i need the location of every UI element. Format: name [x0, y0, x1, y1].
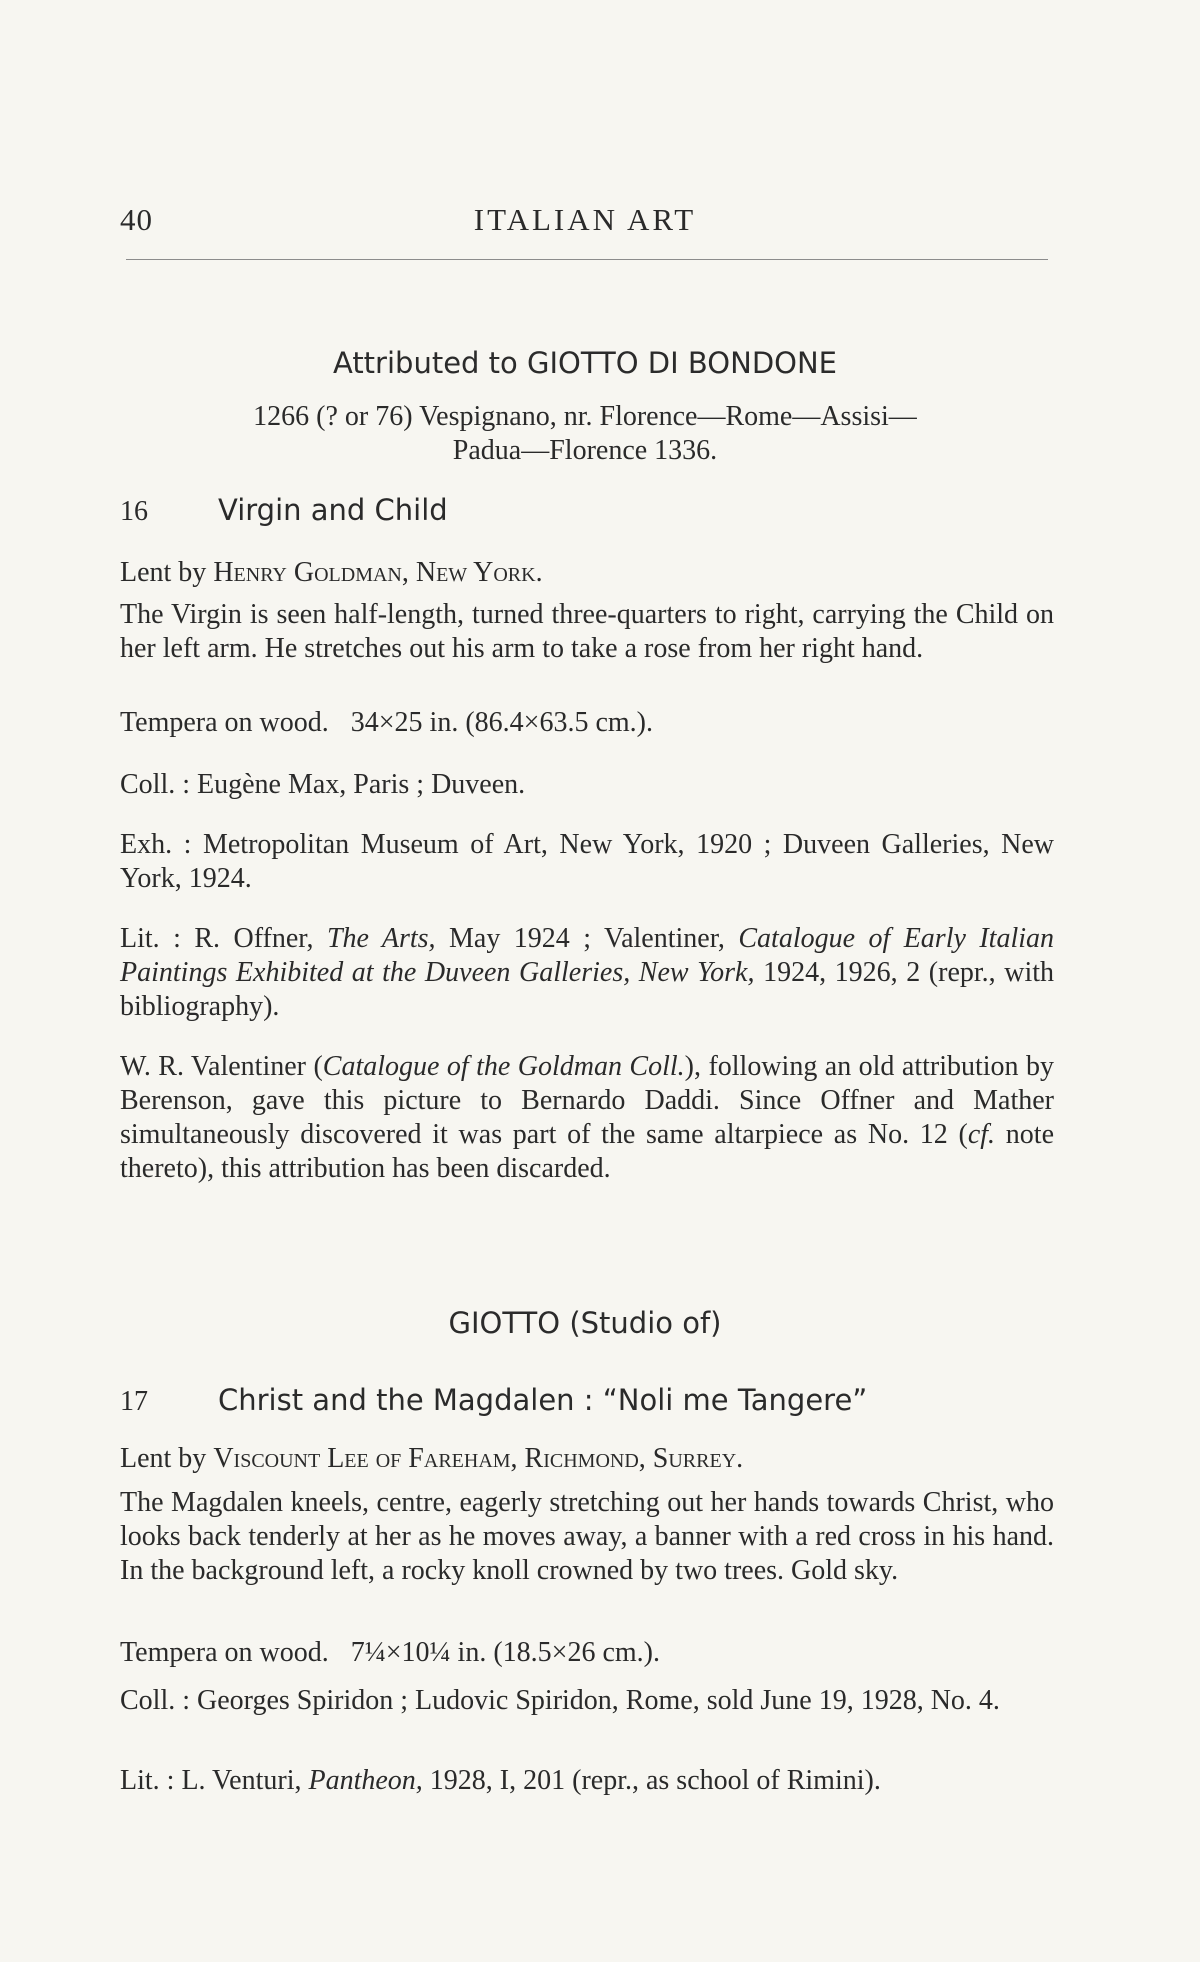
artist-heading: Attributed to GIOTTO DI BONDONE [332, 346, 837, 380]
coll-label: Coll. : [120, 1685, 191, 1716]
entry-title: Virgin and Child [218, 493, 448, 527]
lit-author: R. Offner, [194, 923, 314, 954]
medium: Tempera on wood. [120, 707, 329, 738]
artist-heading: GIOTTO (Studio of) [448, 1306, 722, 1340]
lit-pages: 1924, 1926, 2 (repr., with bibliography). [120, 957, 1055, 1022]
lit-journal: The Arts, [326, 923, 436, 954]
coll-text: Eugène Max, Paris ; Duveen. [197, 769, 526, 800]
dimensions: 7¼×10¼ in. (18.5×26 cm.). [350, 1637, 660, 1668]
medium: Tempera on wood. [120, 1637, 329, 1668]
lit-journal: Pantheon, [308, 1765, 423, 1796]
lit-author: L. Venturi, [181, 1765, 302, 1796]
exh-label: Exh. : [120, 829, 192, 860]
attribution-note [120, 1050, 1054, 1186]
exh-text: Metropolitan Museum of Art, New York, 1920 ; Duveen Galleries, New York, 1924. [120, 829, 1055, 894]
literature-line [120, 1764, 1054, 1798]
page-number: 40 [120, 202, 153, 237]
note-italic: Catalogue of the Goldman Coll. [322, 1051, 685, 1082]
coll-text: Georges Spiridon ; Ludovic Spiridon, Rome, sold June 19, 1928, No. 4. [197, 1685, 1000, 1716]
entry-number: 17 [120, 1386, 148, 1417]
lit-label: Lit. : [120, 923, 181, 954]
lender-line [120, 556, 1054, 590]
collection-line [120, 1684, 1054, 1718]
entry-title: Christ and the Magdalen : “Noli me Tangere” [218, 1383, 868, 1417]
note-text: ), following an old attribution by Berenson, gave this picture to Bernardo Daddi. Since Offner and Mather simultaneously discovered it was part of the same altarpiece as No. 12 ( [120, 1051, 1054, 1150]
lender-name: Henry Goldman, New York. [213, 557, 543, 588]
medium-line [120, 706, 1054, 740]
entry-heading [120, 1383, 1050, 1418]
lent-prefix: Lent by [120, 1443, 207, 1474]
bio-line: Padua—Florence 1336. [452, 435, 718, 466]
lender-name: Viscount Lee of Fareham, Richmond, Surrey. [213, 1443, 744, 1474]
exhibition-line [120, 828, 1054, 896]
lit-ref: 1928, I, 201 (repr., as school of Rimini). [429, 1765, 881, 1796]
running-title: ITALIAN ART [473, 202, 697, 237]
lit-ref: May 1924 ; Valentiner, [449, 923, 725, 954]
header-rule [126, 259, 1048, 260]
note-italic: cf. [967, 1119, 996, 1150]
lit-label: Lit. : [120, 1765, 175, 1796]
artist-bio [120, 400, 1050, 468]
lent-prefix: Lent by [120, 557, 207, 588]
literature-line [120, 922, 1054, 1024]
description: The Virgin is seen half-length, turned three-quarters to right, carrying the Child on her left arm. He stretches out his arm to take a rose from her right hand. [120, 599, 1054, 664]
note-text: note thereto), this attribution has been discarded. [120, 1119, 1055, 1184]
lender-line [120, 1442, 1054, 1476]
entry-number: 16 [120, 496, 148, 527]
description: The Magdalen kneels, centre, eagerly stretching out her hands towards Christ, who looks back tenderly at her as he moves away, a banner with a red cross in his hand. In the background left, a rocky knoll crowned by two trees. Gold sky. [120, 1487, 1054, 1586]
lit-catalogue-title: Catalogue of Early Italian Paintings Exhibited at the Duveen Galleries, New York, [120, 923, 1055, 988]
coll-label: Coll. : [120, 769, 191, 800]
running-header [120, 202, 1050, 242]
bio-line: 1266 (? or 76) Vespignano, nr. Florence—Rome—Assisi— [253, 401, 917, 432]
medium-line [120, 1636, 1054, 1670]
note-text: W. R. Valentiner ( [120, 1051, 323, 1082]
entry-heading [120, 493, 1050, 528]
collection-line [120, 768, 1054, 802]
dimensions: 34×25 in. (86.4×63.5 cm.). [350, 707, 653, 738]
